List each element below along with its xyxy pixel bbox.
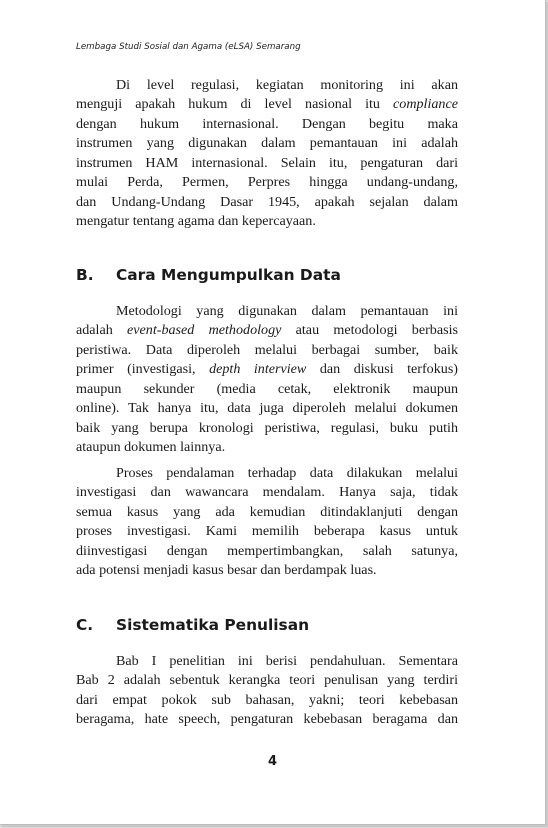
text-line: instrumen yang digunakan dalam pemantauan ini adalah <box>76 135 458 152</box>
text-line: primer (investigasi, depth interview dan diskusi terfokus) <box>76 361 458 378</box>
text-line: diinvestigasi dengan mempertimbangkan, salah satunya, <box>76 542 458 559</box>
text-line: adalah event-based methodology atau metodologi berbasis <box>76 322 458 339</box>
text-line: proses investigasi. Kami memilih beberapa kasus untuk <box>76 523 458 540</box>
text-line: dengan hukum internasional. Dengan begitu maka <box>76 115 458 132</box>
section-title: Cara Mengumpulkan Data <box>116 266 341 284</box>
running-header: Lembaga Studi Sosial dan Agama (eLSA) Semarang <box>76 42 301 52</box>
paragraph-proses <box>76 464 458 581</box>
text-line: menguji apakah hukum di level nasional itu compliance <box>76 96 458 113</box>
paragraph-metodologi <box>76 302 458 458</box>
text-line: Bab I penelitian ini berisi pendahuluan. Sementara <box>116 653 458 669</box>
text-line: Metodologi yang digunakan dalam pemantauan ini <box>116 303 458 319</box>
text-line: Bab 2 adalah sebentuk kerangka teori penulisan yang terdiri <box>76 672 458 689</box>
text-line: online). Tak hanya itu, data juga diperoleh melalui dokumen <box>76 400 458 417</box>
paragraph-regulasi <box>76 76 458 232</box>
paragraph-bab <box>76 652 458 730</box>
section-number: C. <box>76 616 94 634</box>
section-title: Sistematika Penulisan <box>116 616 310 634</box>
section-heading-c <box>76 616 309 634</box>
text-line: baik yang berupa kronologi peristiwa, regulasi, buku putih <box>76 419 458 436</box>
text-line: Di level regulasi, kegiatan monitoring ini akan <box>116 77 458 93</box>
section-number: B. <box>76 266 94 284</box>
text-line: maupun sekunder (media cetak, elektronik maupun <box>76 380 458 397</box>
text-line: beragama, hate speech, pengaturan kebebasan beragama dan <box>76 711 458 728</box>
text-line: ataupun dokumen lainnya. <box>76 439 226 456</box>
text-line: dan Undang-Undang Dasar 1945, apakah sejalan dalam <box>76 193 458 210</box>
text-line: Proses pendalaman terhadap data dilakukan melalui <box>116 465 458 481</box>
text-line: mengatur tentang agama dan kepercayaan. <box>76 213 316 230</box>
text-line: semua kasus yang ada kemudian ditindaklanjuti dengan <box>76 503 458 520</box>
page-number: 4 <box>267 754 278 769</box>
text-line: dari empat pokok sub bahasan, yakni; teori kebebasan <box>76 691 458 708</box>
section-heading-b <box>76 266 341 284</box>
text-line: peristiwa. Data diperoleh melalui berbagai sumber, baik <box>76 341 458 358</box>
text-line: mulai Perda, Permen, Perpres hingga undang-undang, <box>76 174 458 191</box>
text-line: ada potensi menjadi kasus besar dan berdampak luas. <box>76 562 377 579</box>
text-line: investigasi dan wawancara mendalam. Hanya saja, tidak <box>76 484 458 501</box>
text-line: instrumen HAM internasional. Selain itu, pengaturan dari <box>76 154 458 171</box>
